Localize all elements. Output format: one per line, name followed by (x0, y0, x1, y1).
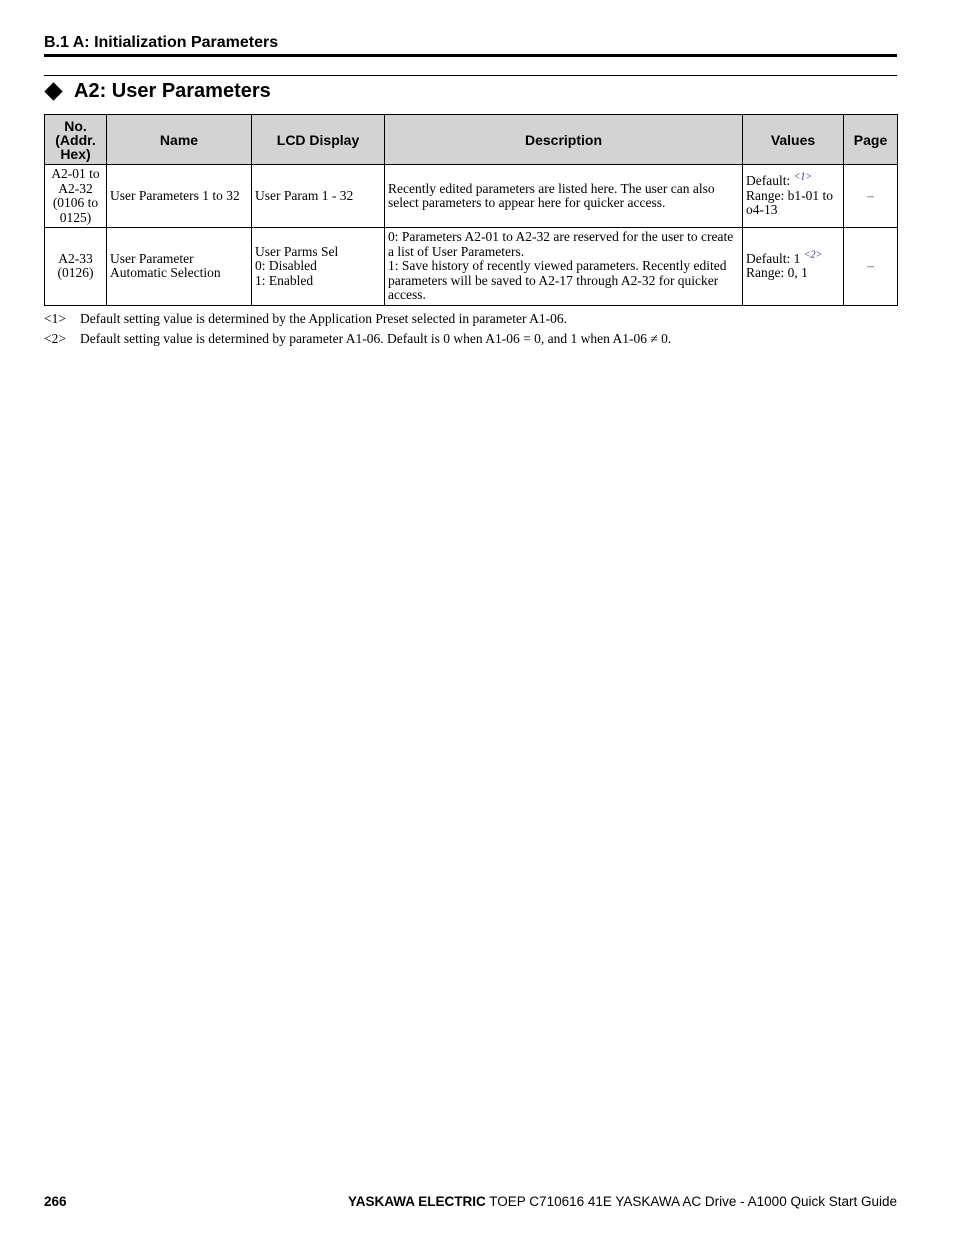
cell-parameter-number: A2-01 to A2-32 (0106 to 0125) (45, 165, 107, 228)
cell-values (743, 228, 844, 306)
default-value: Default: 1 (746, 250, 804, 266)
footnote-text: Default setting value is determined by parameter A1-06. Default is 0 when A1-06 = 0, and 1 when A1-06 ≠ 0. (80, 331, 672, 346)
cell-parameter-number: A2-33 (0126) (45, 228, 107, 306)
diamond-bullet-icon (44, 82, 62, 100)
range-value: Range: 0, 1 (746, 265, 808, 281)
section-heading (42, 80, 271, 103)
cell-description: 0: Parameters A2-01 to A2-32 are reserved for the user to create a list of User Parameters. 1: Save history of recently viewed parameters. Recently edited parameters will be saved to A2-17 through A2-32 for quicker access. (385, 228, 743, 306)
footnote-mark: <1> (44, 311, 66, 326)
cell-page: – (844, 165, 898, 228)
table-row (45, 228, 898, 306)
column-header-no: No. (Addr. Hex) (45, 115, 107, 165)
cell-description: Recently edited parameters are listed here. The user can also select parameters to appear here for quicker access. (385, 165, 743, 228)
footer-brand: YASKAWA ELECTRIC (348, 1194, 486, 1209)
cell-lcd-display: User Parms Sel 0: Disabled 1: Enabled (252, 228, 385, 306)
column-header-description: Description (385, 115, 743, 165)
footnote-text: Default setting value is determined by the Application Preset selected in parameter A1-06. (80, 311, 567, 326)
heading-text: A2: User Parameters (74, 80, 271, 102)
column-header-values: Values (743, 115, 844, 165)
range-value: Range: b1-01 to o4-13 (746, 187, 833, 218)
default-value: Default: (746, 173, 794, 189)
table-header-row (45, 115, 898, 165)
footnote-mark: <2> (44, 331, 66, 346)
section-title: B.1 A: Initialization Parameters (44, 34, 279, 51)
footer-doc-title: TOEP C710616 41E YASKAWA AC Drive - A1000 Quick Start Guide (485, 1194, 897, 1209)
page-number: 266 (44, 1194, 67, 1209)
cell-name: User Parameter Automatic Selection (107, 228, 252, 306)
cell-lcd-display: User Param 1 - 32 (252, 165, 385, 228)
footnote-ref-link[interactable]: <1> (793, 171, 813, 183)
cell-name: User Parameters 1 to 32 (107, 165, 252, 228)
table-row (45, 165, 898, 228)
footnote (44, 331, 671, 347)
cell-values (743, 165, 844, 228)
column-header-lcd-display: LCD Display (252, 115, 385, 165)
header-rule-thick (44, 54, 897, 57)
footnote (44, 311, 567, 327)
footer-doc-info (348, 1194, 897, 1209)
column-header-name: Name (107, 115, 252, 165)
parameters-table (44, 114, 898, 306)
column-header-page: Page (844, 115, 898, 165)
cell-page: – (844, 228, 898, 306)
footnote-ref-link[interactable]: <2> (803, 249, 823, 261)
header-rule-thin (44, 75, 897, 76)
